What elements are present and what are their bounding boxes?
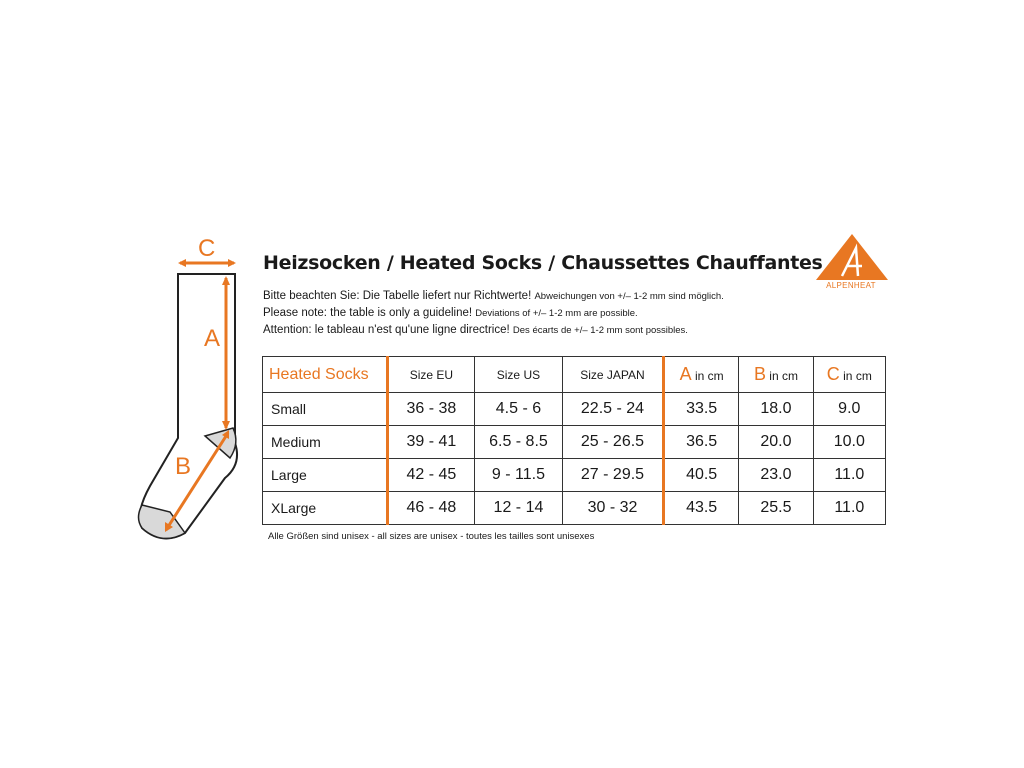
- row-medium-japan: 25 - 26.5: [562, 426, 663, 459]
- table-row: [263, 492, 886, 525]
- row-small-b: 18.0: [739, 393, 813, 426]
- header-a-letter: A: [679, 364, 692, 384]
- row-xlarge-c: 11.0: [813, 492, 885, 525]
- b-label: B: [175, 453, 192, 480]
- row-large-us: 9 - 11.5: [474, 459, 562, 492]
- a-label: A: [204, 325, 221, 352]
- note-english-main: Please note: the table is only a guideline!: [263, 307, 473, 319]
- note-german-small: Abweichungen von +/– 1-2 mm sind möglich.: [534, 291, 724, 302]
- note-german-main: Bitte beachten Sie: Die Tabelle liefert nur Richtwerte!: [263, 290, 532, 302]
- row-medium-us: 6.5 - 8.5: [474, 426, 562, 459]
- row-large-c: 11.0: [813, 459, 885, 492]
- logo-text: ALPENHEAT: [826, 281, 876, 290]
- header-a-unit: in cm: [694, 369, 724, 383]
- row-medium-eu: 39 - 41: [387, 426, 474, 459]
- row-large-name: Large: [263, 459, 388, 492]
- row-xlarge-eu: 46 - 48: [387, 492, 474, 525]
- header-b-unit: in cm: [769, 369, 798, 383]
- header-size-japan: Size JAPAN: [562, 357, 663, 393]
- c-label: C: [198, 235, 216, 262]
- row-medium-name: Medium: [263, 426, 388, 459]
- header-c-unit: in cm: [843, 369, 872, 383]
- row-xlarge-japan: 30 - 32: [562, 492, 663, 525]
- row-xlarge-a: 43.5: [663, 492, 738, 525]
- note-german: [263, 290, 724, 302]
- row-large-a: 40.5: [663, 459, 738, 492]
- row-xlarge-name: XLarge: [263, 492, 388, 525]
- header-heated-socks: Heated Socks: [263, 357, 388, 393]
- sock-diagram: [130, 228, 255, 548]
- header-c-cm: [813, 357, 885, 393]
- row-small-c: 9.0: [813, 393, 885, 426]
- header-c-letter: C: [826, 364, 840, 384]
- row-medium-c: 10.0: [813, 426, 885, 459]
- sock-outline: [140, 274, 237, 538]
- table-header-row: [263, 357, 886, 393]
- header-size-eu: Size EU: [387, 357, 474, 393]
- header-b-letter: B: [753, 364, 766, 384]
- note-english: [263, 307, 638, 319]
- page-title: Heizsocken / Heated Socks / Chaussettes Chauffantes: [263, 252, 823, 274]
- header-b-cm: [739, 357, 813, 393]
- note-french-small: Des écarts de +/– 1-2 mm sont possibles.: [512, 325, 688, 336]
- row-medium-a: 36.5: [663, 426, 738, 459]
- note-english-small: Deviations of +/– 1-2 mm are possible.: [475, 308, 638, 319]
- row-medium-b: 20.0: [739, 426, 813, 459]
- size-table: [262, 356, 886, 525]
- row-large-b: 23.0: [739, 459, 813, 492]
- row-small-us: 4.5 - 6: [474, 393, 562, 426]
- row-small-name: Small: [263, 393, 388, 426]
- table-row: [263, 459, 886, 492]
- row-small-eu: 36 - 38: [387, 393, 474, 426]
- row-large-eu: 42 - 45: [387, 459, 474, 492]
- row-large-japan: 27 - 29.5: [562, 459, 663, 492]
- row-xlarge-us: 12 - 14: [474, 492, 562, 525]
- table-row: [263, 426, 886, 459]
- row-xlarge-b: 25.5: [739, 492, 813, 525]
- header-a-cm: [663, 357, 738, 393]
- table-row: [263, 393, 886, 426]
- note-french-main: Attention: le tableau n'est qu'une ligne directrice!: [263, 324, 510, 336]
- footnote: Alle Größen sind unisex - all sizes are unisex - toutes les tailles sont unisexes: [268, 531, 595, 542]
- row-small-a: 33.5: [663, 393, 738, 426]
- row-small-japan: 22.5 - 24: [562, 393, 663, 426]
- header-size-us: Size US: [474, 357, 562, 393]
- note-french: [263, 324, 688, 336]
